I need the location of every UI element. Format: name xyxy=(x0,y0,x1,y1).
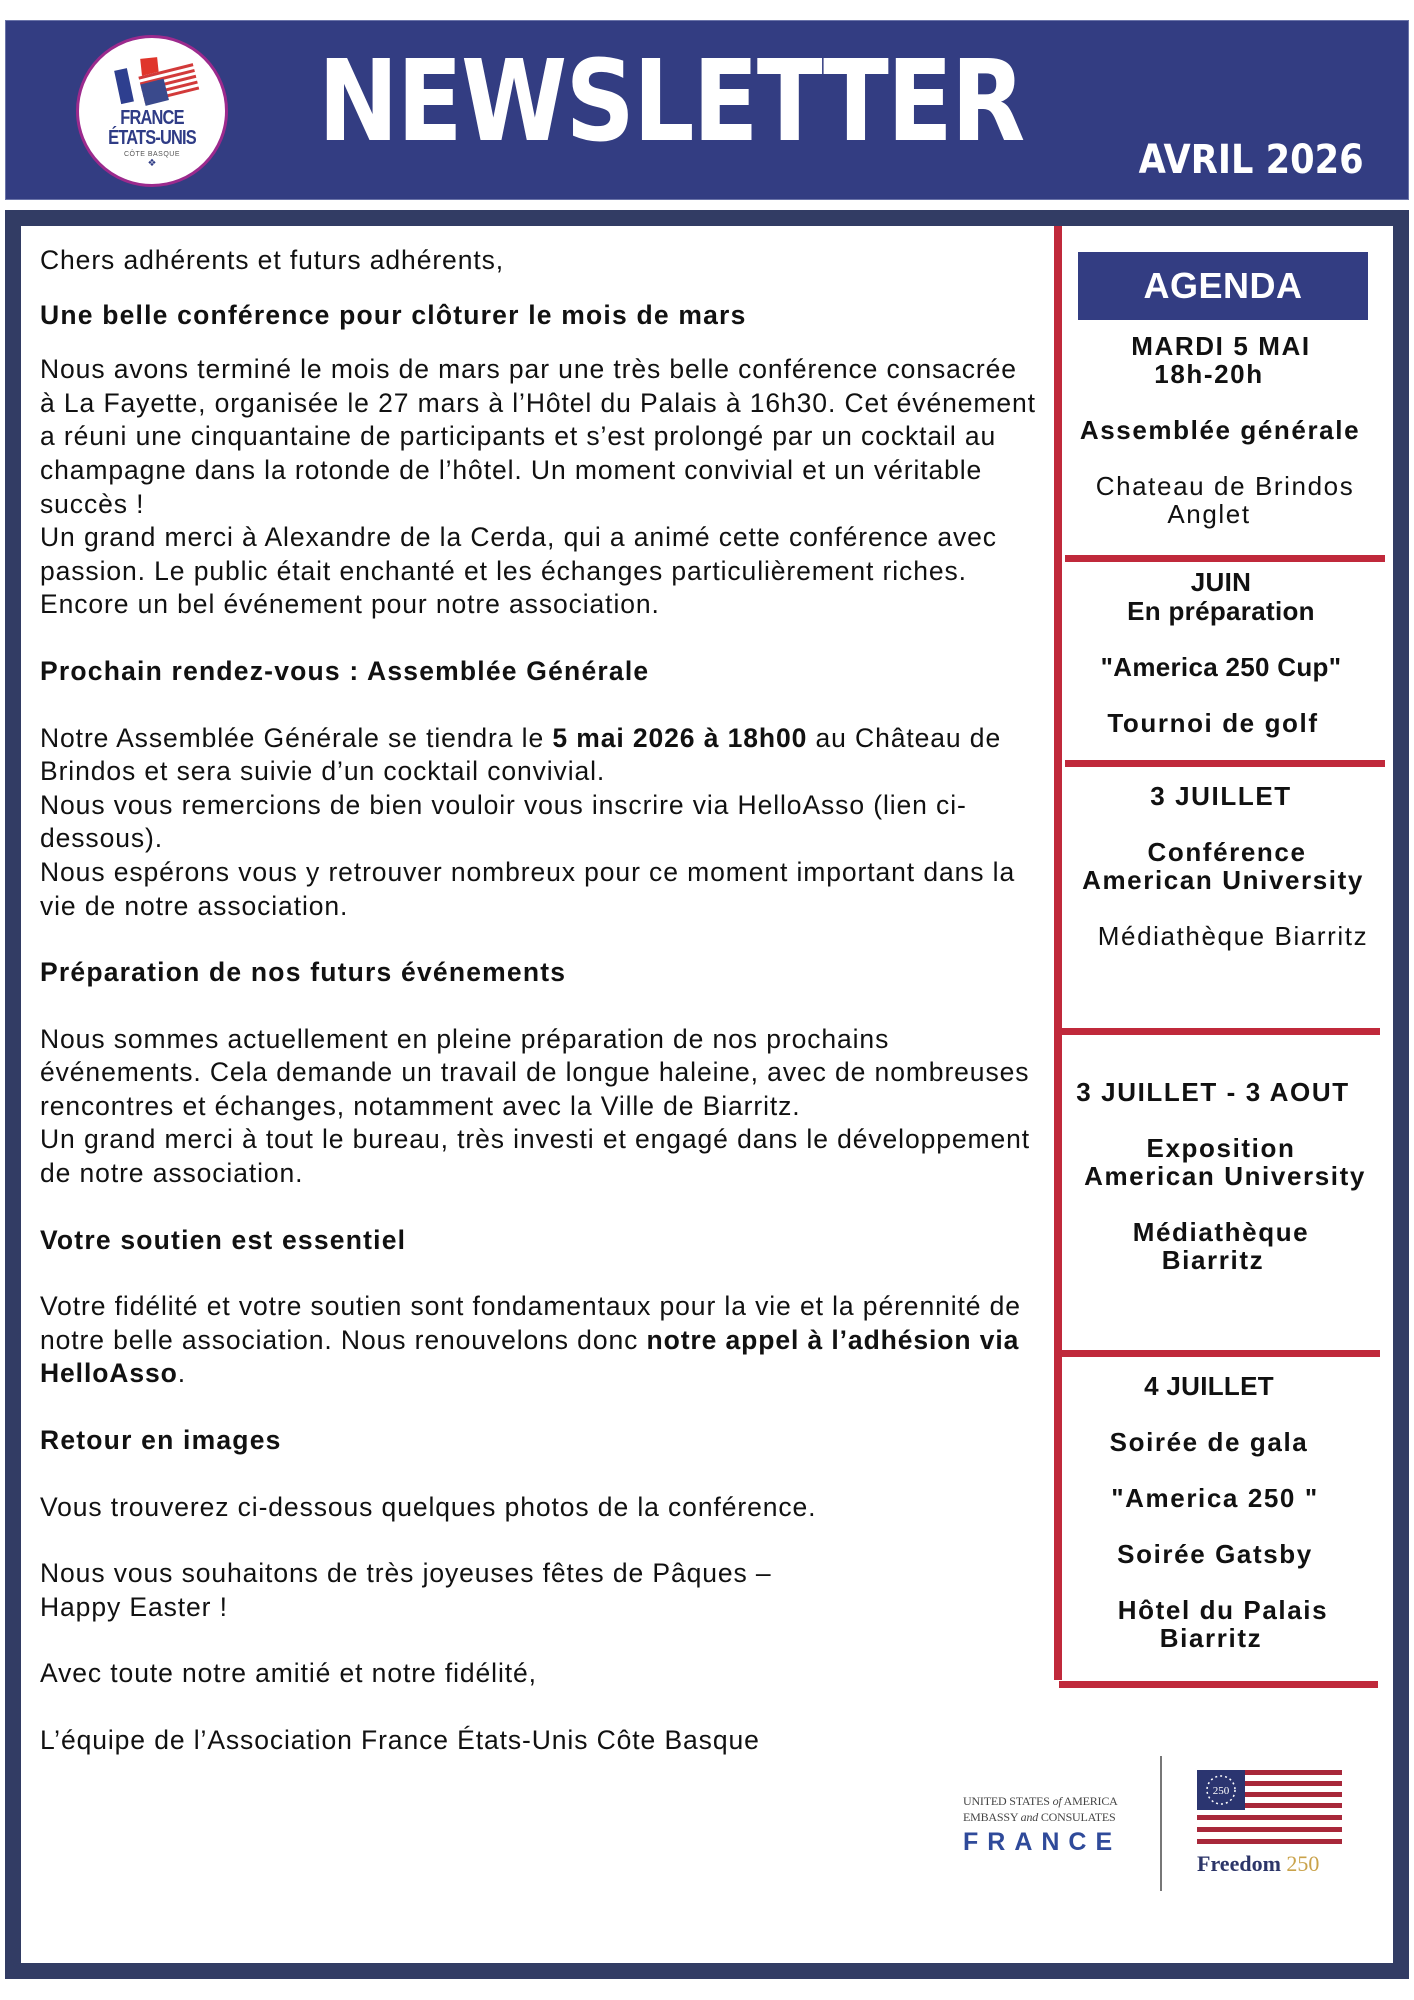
paragraph: Nous espérons vous y retrouver nombreux pour ce moment important dans la vie de notre association. xyxy=(40,856,1016,921)
paragraph xyxy=(40,1290,1040,1391)
agenda-event-place: Hôtel du Palais xyxy=(1117,1595,1329,1625)
section-heading: Prochain rendez-vous : Assemblée Générale xyxy=(40,655,650,686)
agenda-event-name: Exposition xyxy=(1146,1133,1296,1163)
agenda-title: AGENDA xyxy=(1078,252,1368,320)
agenda-event-name: Assemblée générale xyxy=(1079,415,1361,445)
agenda-event-place: Biarritz xyxy=(1161,1245,1265,1275)
agenda-event-name: Conférence xyxy=(1147,837,1307,867)
paragraph xyxy=(40,722,1040,789)
agenda-event-date: MARDI 5 MAI xyxy=(1131,331,1311,361)
section-heading: Une belle conférence pour clôturer le mois de mars xyxy=(40,299,747,330)
section-heading: Retour en images xyxy=(40,1425,282,1456)
agenda-event-place: Anglet xyxy=(1167,499,1251,529)
agenda-event-date: 4 JUILLET xyxy=(1144,1371,1274,1401)
agenda-event-name: American University xyxy=(1082,865,1364,895)
logo-text-cote-basque: CÔTE BASQUE xyxy=(123,151,181,158)
paragraph: Un grand merci à Alexandre de la Cerda, qui a animé cette conférence avec passion. Le public était enchanté et les échanges particulièrement riches. Encore un bel événement pour notre association. xyxy=(40,522,997,620)
agenda-event-place: Biarritz xyxy=(1159,1623,1263,1653)
agenda-event-place: Chateau de Brindos xyxy=(1095,471,1355,501)
agenda-red-rule xyxy=(1054,226,1062,1680)
agenda-event-date: 3 JUILLET xyxy=(1150,781,1292,811)
agenda-divider xyxy=(1062,1028,1380,1035)
agenda-event-detail: Tournoi de golf xyxy=(1107,708,1319,738)
paragraph: Vous trouverez ci-dessous quelques photos de la conférence. xyxy=(40,1491,817,1522)
svg-text:250: 250 xyxy=(1212,1785,1230,1797)
meeting-date-highlight: 5 mai 2026 à 18h00 xyxy=(552,722,808,753)
paragraph: Un grand merci à tout le bureau, très investi et engagé dans le développement de notre association. xyxy=(40,1124,1031,1189)
issue-date: AVRIL 2026 xyxy=(1139,137,1364,183)
embassy-line-2: EMBASSY and CONSULATES xyxy=(963,1810,1116,1824)
agenda-event-place: Médiathèque Biarritz xyxy=(1097,921,1369,951)
paragraph: Nous avons terminé le mois de mars par une très belle conférence consacrée à La Fayette, organisée le 27 mars à l’Hôtel du Palais à 16h30. Cet événement a réuni une cinquantaine de participants et s’est prolongé par un cocktail au champagne dans la rotonde de l’hôtel. Un moment convivial et un véritable succès ! xyxy=(40,354,1036,519)
agenda-event-theme: "America 250 " xyxy=(1111,1483,1319,1513)
association-logo xyxy=(76,35,228,187)
paragraph: Nous vous remercions de bien vouloir vous inscrire via HelloAsso (lien ci-dessous). xyxy=(40,789,967,854)
section-heading: Préparation de nos futurs événements xyxy=(40,957,567,988)
us-flag-250-icon xyxy=(1197,1770,1342,1846)
signature: L’équipe de l’Association France États-Unis Côte Basque xyxy=(40,1725,760,1755)
agenda-divider xyxy=(1059,1681,1378,1688)
logo-text-etats-unis: ÉTATS-UNIS xyxy=(108,127,196,149)
embassy-france-wordmark: FRANCE xyxy=(963,1828,1122,1856)
agenda-event-detail: Soirée Gatsby xyxy=(1117,1539,1313,1569)
paragraph-text: . xyxy=(177,1358,186,1389)
agenda-divider xyxy=(1065,555,1385,562)
agenda-event-status: En préparation xyxy=(1127,596,1315,626)
closing: Avec toute notre amitié et notre fidélité, xyxy=(40,1658,537,1689)
paragraph-text: Votre fidélité et votre soutien sont fondamentaux pour la vie et la pérennité de notre belle association. Nous renouvelons donc xyxy=(40,1291,1021,1355)
logo-text-france: FRANCE xyxy=(120,107,184,129)
us-embassy-logo xyxy=(963,1793,1133,1857)
section-heading: Votre soutien est essentiel xyxy=(40,1224,407,1255)
paragraph-text: au Château de Brindos et sera suivie d’un cocktail convivial. xyxy=(40,722,1002,787)
membership-call-highlight: notre appel à l’adhésion via HelloAsso xyxy=(40,1324,1020,1389)
agenda-event-place: Médiathèque xyxy=(1132,1217,1310,1247)
embassy-line-1: UNITED STATES of AMERICA xyxy=(963,1794,1118,1808)
agenda-event-date: JUIN xyxy=(1190,567,1252,597)
freedom-250-wordmark: Freedom 250 xyxy=(1197,1851,1320,1876)
agenda-event-name: American University xyxy=(1084,1161,1366,1191)
page-title: NEWSLETTER xyxy=(318,37,1024,167)
basque-cross-icon: ❖ xyxy=(147,158,157,169)
newsletter-body xyxy=(40,244,1040,1758)
agenda-divider xyxy=(1065,760,1385,767)
agenda-event-date: 3 JUILLET - 3 AOUT xyxy=(1076,1077,1350,1107)
greeting: Chers adhérents et futurs adhérents, xyxy=(40,245,505,275)
agenda-event-time: 18h-20h xyxy=(1154,359,1264,389)
newsletter-header xyxy=(5,20,1409,200)
agenda-event-name: Soirée de gala xyxy=(1109,1427,1309,1457)
paragraph-text: Notre Assemblée Générale se tiendra le xyxy=(40,722,553,753)
footer-logo-separator xyxy=(1160,1756,1162,1891)
agenda-event-name: "America 250 Cup" xyxy=(1100,652,1342,682)
paragraph: Nous sommes actuellement en pleine préparation de nos prochains événements. Cela demande un travail de longue haleine, avec de nombreuses rencontres et échanges, notamment avec la Ville de Biarritz. xyxy=(40,1023,1030,1121)
agenda-divider xyxy=(1062,1350,1380,1357)
easter-wishes: Nous vous souhaitons de très joyeuses fêtes de Pâques – Happy Easter ! xyxy=(40,1558,772,1622)
